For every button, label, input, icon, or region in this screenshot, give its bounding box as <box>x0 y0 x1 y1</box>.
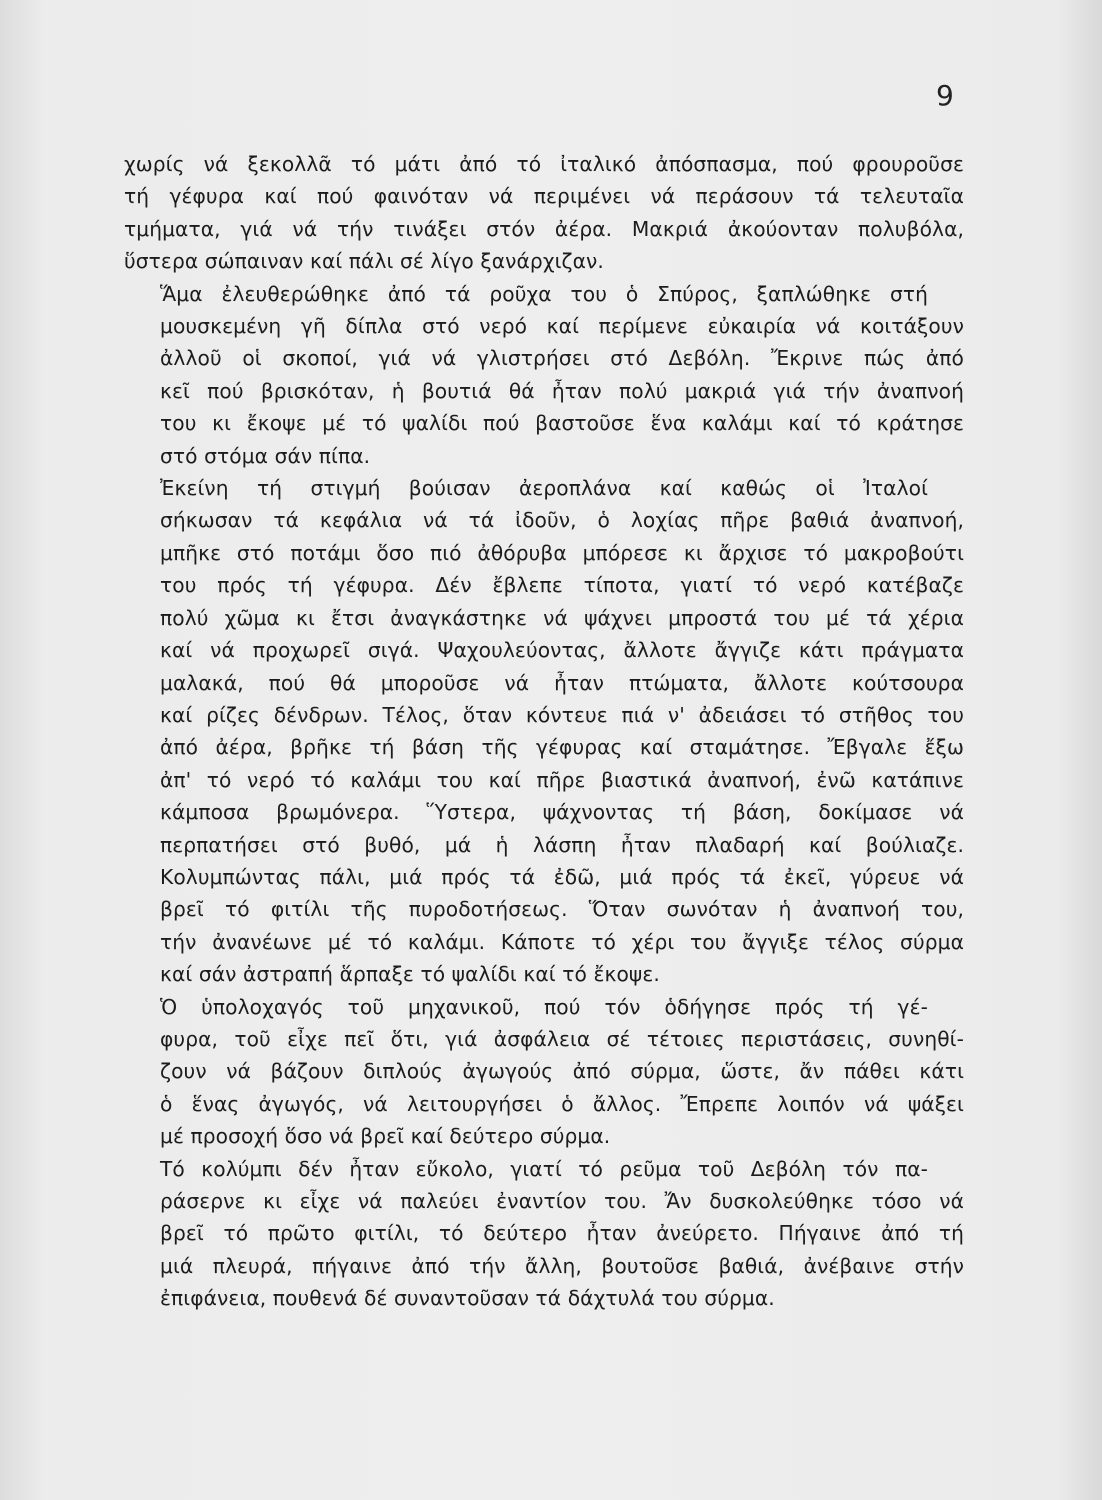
text-line: στό στόμα σάν πίπα. <box>160 443 371 468</box>
text-line: τμήματα, γιά νά τήν τινάξει στόν ἀέρα. Μακριά ἀκούονταν πολυβόλα, <box>124 216 964 241</box>
text-line: κάμποσα βρωμόνερα. Ὕστερα, ψάχνοντας τή βάση, δοκίμασε νά <box>160 800 964 825</box>
text-line: βρεῖ τό φιτίλι τῆς πυροδοτήσεως. Ὅταν σωνόταν ἡ ἀναπνοή του, <box>160 897 964 922</box>
text-line: καί ρίζες δένδρων. Τέλος, ὅταν κόντευε πιά ν' ἀδειάσει τό στῆθος του <box>160 702 964 727</box>
text-line: ἀπό ἀέρα, βρῆκε τή βάση τῆς γέφυρας καί σταμάτησε. Ἔβγαλε ἔξω <box>160 735 964 760</box>
text-line: ἀλλοῦ οἱ σκοποί, γιά νά γλιστρήσει στό Δεβόλη. Ἔκρινε πώς ἀπό <box>160 346 964 371</box>
text-line: τή γέφυρα καί πού φαινόταν νά περιμένει νά περάσουν τά τελευταῖα <box>124 184 964 209</box>
text-line: βρεῖ τό πρῶτο φιτίλι, τό δεύτερο ἦταν ἀνεύρετο. Πήγαινε ἀπό τή <box>160 1221 964 1246</box>
text-line: μαλακά, πού θά μποροῦσε νά ἦταν πτώματα, ἄλλοτε κούτσουρα <box>160 670 964 695</box>
text-line: κεῖ πού βρισκόταν, ἡ βουτιά θά ἦταν πολύ μακριά γιά τήν ἀναπνοή <box>160 378 964 403</box>
text-line: τήν ἀνανέωνε μέ τό καλάμι. Κάποτε τό χέρι του ἄγγιξε τέλος σύρμα <box>160 929 964 954</box>
text-line: του κι ἔκοψε μέ τό ψαλίδι πού βαστοῦσε ἕνα καλάμι καί τό κράτησε <box>160 411 964 436</box>
text-line: περπατήσει στό βυθό, μά ἡ λάσπη ἦταν πλαδαρή καί βούλιαζε. <box>160 832 964 857</box>
paragraph <box>124 991 964 1153</box>
text-line: Ἐκείνη τή στιγμή βούισαν ἀεροπλάνα καί καθώς οἱ Ἰταλοί <box>160 476 928 501</box>
text-line: του πρός τή γέφυρα. Δέν ἔβλεπε τίποτα, γιατί τό νερό κατέβαζε <box>160 573 964 598</box>
text-line: πολύ χῶμα κι ἔτσι ἀναγκάστηκε νά ψάχνει μπροστά του μέ τά χέρια <box>160 605 964 630</box>
paragraph <box>124 148 964 278</box>
text-line: ράσερνε κι εἶχε νά παλεύει ἐναντίον του. Ἄν δυσκολεύθηκε τόσο νά <box>160 1189 964 1213</box>
text-line: καί νά προχωρεῖ σιγά. Ψαχουλεύοντας, ἄλλοτε ἄγγιζε κάτι πράγματα <box>160 638 964 663</box>
text-line: φυρα, τοῦ εἶχε πεῖ ὅτι, γιά ἀσφάλεια σέ τέτοιες περιστάσεις, συνηθί- <box>160 1026 964 1051</box>
text-line: ζουν νά βάζουν διπλούς ἀγωγούς ἀπό σύρμα, ὥστε, ἄν πάθει κάτι <box>160 1059 964 1084</box>
text-line: ἐπιφάνεια, πουθενά δέ συναντοῦσαν τά δάχτυλά του σύρμα. <box>160 1286 775 1311</box>
text-line: Τό κολύμπι δέν ἦταν εὔκολο, γιατί τό ρεῦμα τοῦ Δεβόλη τόν πα- <box>160 1156 928 1181</box>
paragraph <box>124 472 964 991</box>
text-line: μιά πλευρά, πήγαινε ἀπό τήν ἄλλη, βουτοῦσε βαθιά, ἀνέβαινε στήν <box>160 1253 964 1278</box>
body-text <box>124 148 964 1315</box>
text-line: ὁ ἕνας ἀγωγός, νά λειτουργήσει ὁ ἄλλος. Ἔπρεπε λοιπόν νά ψάξει <box>160 1091 964 1116</box>
text-line: Ὁ ὑπολοχαγός τοῦ μηχανικοῦ, πού τόν ὁδήγησε πρός τή γέ- <box>160 994 928 1019</box>
text-line: ὕστερα σώπαιναν καί πάλι σέ λίγο ξανάρχιζαν. <box>124 249 604 274</box>
page-number: 9 <box>936 79 954 112</box>
text-line: Κολυμπώντας πάλι, μιά πρός τά ἐδῶ, μιά πρός τά ἐκεῖ, γύρευε νά <box>160 864 964 889</box>
text-line: Ἅμα ἐλευθερώθηκε ἀπό τά ροῦχα του ὁ Σπύρος, ξαπλώθηκε στή <box>160 281 928 306</box>
text-line: ἀπ' τό νερό τό καλάμι του καί πῆρε βιαστικά ἀναπνοή, ἐνῶ κατάπινε <box>160 767 964 792</box>
text-line: σήκωσαν τά κεφάλια νά τά ἰδοῦν, ὁ λοχίας πῆρε βαθιά ἀναπνοή, <box>160 508 964 533</box>
text-line: μπῆκε στό ποτάμι ὅσο πιό ἀθόρυβα μπόρεσε κι ἄρχισε τό μακροβούτι <box>160 540 964 565</box>
text-line: καί σάν ἀστραπή ἅρπαξε τό ψαλίδι καί τό ἔκοψε. <box>160 962 660 987</box>
paragraph <box>124 1153 964 1315</box>
text-line: χωρίς νά ξεκολλᾶ τό μάτι ἀπό τό ἰταλικό ἀπόσπασμα, πού φρουροῦσε <box>124 152 964 176</box>
text-line: μέ προσοχή ὅσο νά βρεῖ καί δεύτερο σύρμα. <box>160 1124 611 1149</box>
paragraph <box>124 278 964 472</box>
text-line: μουσκεμένη γῆ δίπλα στό νερό καί περίμενε εὐκαιρία νά κοιτάξουν <box>160 314 964 339</box>
